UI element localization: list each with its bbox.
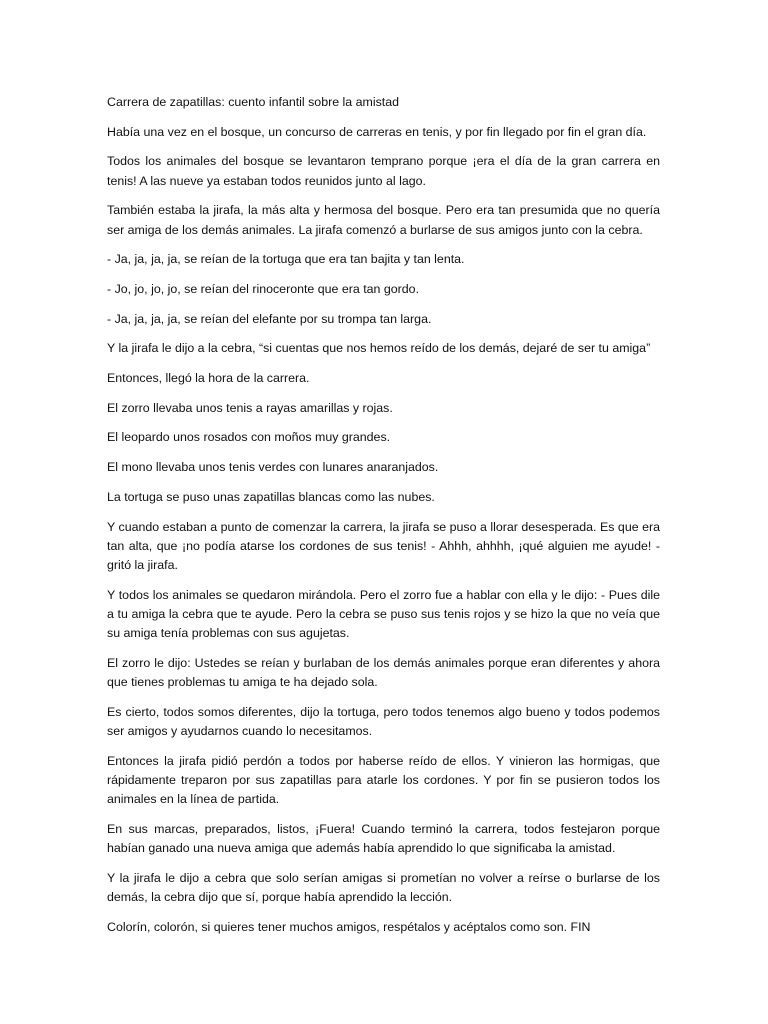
paragraph: La tortuga se puso unas zapatillas blancas como las nubes. — [107, 489, 435, 504]
paragraph: El zorro le dijo: Ustedes se reían y burlaban de los demás animales porque eran diferentes y ahora que tienes problemas tu amiga te ha dejado sola. — [107, 655, 660, 689]
paragraph: Entonces la jirafa pidió perdón a todos por haberse reído de ellos. Y vinieron las hormigas, que rápidamente treparon por sus zapatillas para atarle los cordones. Y por fin se pusieron todos los animales en la línea de partida. — [107, 753, 660, 806]
paragraph: Todos los animales del bosque se levantaron temprano porque ¡era el día de la gran carrera en tenis! A las nueve ya estaban todos reunidos junto al lago. — [107, 154, 660, 188]
paragraph: Había una vez en el bosque, un concurso de carreras en tenis, y por fin llegado por fin el gran día. — [107, 124, 647, 139]
paragraph: Y cuando estaban a punto de comenzar la carrera, la jirafa se puso a llorar desesperada. Es que era tan alta, que ¡no podía atarse los cordones de sus tenis! - Ahhh, ahhhh, ¡qué alguien me ayude! - gritó la jirafa. — [107, 519, 660, 572]
paragraph: Colorín, colorón, si quieres tener muchos amigos, respétalos y acéptalos como son. FIN — [107, 919, 591, 934]
document-page — [107, 93, 660, 947]
paragraph: El mono llevaba unos tenis verdes con lunares anaranjados. — [107, 460, 439, 475]
paragraph: Es cierto, todos somos diferentes, dijo la tortuga, pero todos tenemos algo bueno y todos podemos ser amigos y ayudarnos cuando lo necesitamos. — [107, 704, 660, 738]
paragraph: Y la jirafa le dijo a cebra que solo serían amigas si prometían no volver a reírse o burlarse de los demás, la cebra dijo que sí, porque había aprendido la lección. — [107, 870, 660, 904]
paragraph: También estaba la jirafa, la más alta y hermosa del bosque. Pero era tan presumida que no quería ser amiga de los demás animales. La jirafa comenzó a burlarse de sus amigos junto con la cebra. — [107, 203, 660, 237]
paragraph: - Ja, ja, ja, ja, se reían del elefante por su trompa tan larga. — [107, 311, 432, 326]
document-title: Carrera de zapatillas: cuento infantil sobre la amistad — [107, 95, 400, 109]
paragraph: El leopardo unos rosados con moños muy grandes. — [107, 430, 391, 445]
paragraph: Entonces, llegó la hora de la carrera. — [107, 371, 310, 386]
paragraph: - Jo, jo, jo, jo, se reían del rinoceronte que era tan gordo. — [107, 281, 420, 296]
paragraph: - Ja, ja, ja, ja, se reían de la tortuga que era tan bajita y tan lenta. — [107, 252, 465, 267]
paragraph: Y todos los animales se quedaron mirándola. Pero el zorro fue a hablar con ella y le dijo: - Pues dile a tu amiga la cebra que te ayude. Pero la cebra se puso sus tenis rojos y se hizo la que no veía que su amiga tenía problemas con sus agujetas. — [107, 587, 660, 641]
paragraph: Y la jirafa le dijo a la cebra, “si cuentas que nos hemos reído de los demás, dejaré de ser tu amiga” — [107, 341, 651, 356]
paragraph: En sus marcas, preparados, listos, ¡Fuera! Cuando terminó la carrera, todos festejaron porque habían ganado una nueva amiga que además había aprendido lo que significaba la amistad. — [107, 821, 660, 855]
paragraph: El zorro llevaba unos tenis a rayas amarillas y rojas. — [107, 400, 393, 415]
